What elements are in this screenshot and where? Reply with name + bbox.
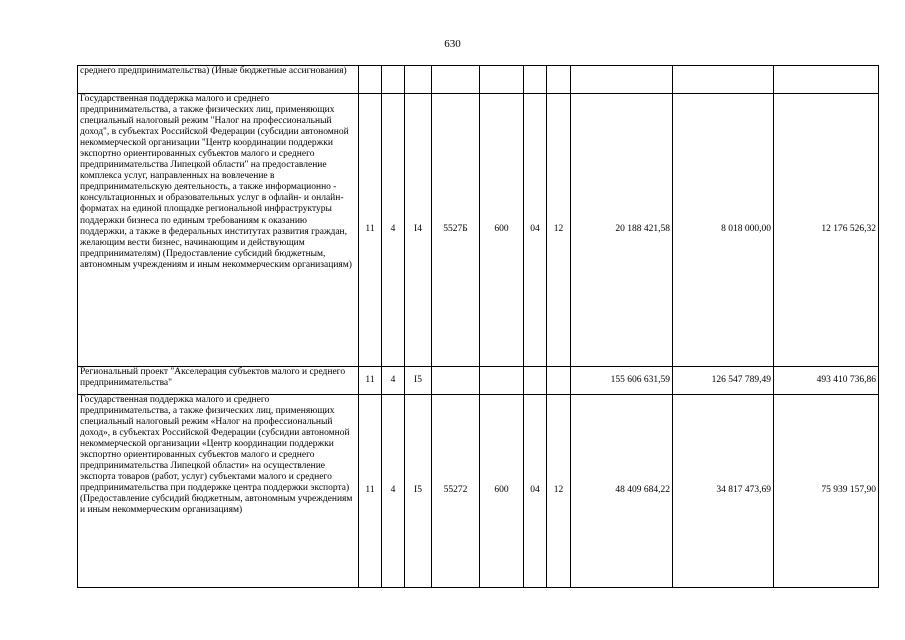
code-cell-4 xyxy=(432,367,480,395)
code-cell-7: 12 xyxy=(547,94,571,367)
table-row xyxy=(78,94,879,367)
code-cell-5 xyxy=(480,367,524,395)
code-cell-4: 55272 xyxy=(432,395,480,588)
amount-cell-2: 8 018 000,00 xyxy=(673,94,774,367)
code-cell-7 xyxy=(547,66,571,94)
amount-cell-1: 48 409 684,22 xyxy=(571,395,673,588)
code-cell-5: 600 xyxy=(480,94,524,367)
code-cell-5: 600 xyxy=(480,395,524,588)
amount-cell-2: 34 817 473,69 xyxy=(673,395,774,588)
code-cell-6: 04 xyxy=(524,395,547,588)
amount-cell-3: 75 939 157,90 xyxy=(774,395,879,588)
code-cell-6 xyxy=(524,66,547,94)
amount-cell-1: 20 188 421,58 xyxy=(571,94,673,367)
code-cell-3: I4 xyxy=(405,94,432,367)
code-cell-7 xyxy=(547,367,571,395)
code-cell-5 xyxy=(480,66,524,94)
code-cell-4 xyxy=(432,66,480,94)
row-description: Государственная поддержка малого и среднего предпринимательства, а также физических лиц, применяющих специальный налоговый режим «Налог на профессиональный доход», в субъектах Российской Федерации (субсидии автономной некоммерческой организации «Центр координации поддержки экспортно ориентированных субъектов малого и среднего предпринимательства Липецкой области» на осуществление экспорта товаров (работ, услуг) субъектами малого и среднего предпринимательства при поддержке центра поддержки экспорта) (Предоставление субсидий бюджетным, автономным учреждениям и иным некоммерческим организациям) xyxy=(78,395,359,588)
code-cell-7: 12 xyxy=(547,395,571,588)
code-cell-6 xyxy=(524,367,547,395)
code-cell-3: I5 xyxy=(405,395,432,588)
code-cell-1: 11 xyxy=(359,367,382,395)
amount-cell-1 xyxy=(571,66,673,94)
code-cell-2: 4 xyxy=(382,367,405,395)
code-cell-1 xyxy=(359,66,382,94)
code-cell-2: 4 xyxy=(382,395,405,588)
code-cell-1: 11 xyxy=(359,395,382,588)
code-cell-3 xyxy=(405,66,432,94)
table-row xyxy=(78,395,879,588)
amount-cell-3 xyxy=(774,66,879,94)
code-cell-2: 4 xyxy=(382,94,405,367)
amount-cell-2 xyxy=(673,66,774,94)
budget-table xyxy=(77,65,879,588)
code-cell-4: 5527Б xyxy=(432,94,480,367)
table-row xyxy=(78,367,879,395)
amount-cell-3: 493 410 736,86 xyxy=(774,367,879,395)
row-description: среднего предпринимательства) (Иные бюджетные ассигнования) xyxy=(78,66,359,94)
code-cell-3: I5 xyxy=(405,367,432,395)
row-description: Государственная поддержка малого и среднего предпринимательства, а также физических лиц, применяющих специальный налоговый режим "Налог на профессиональный доход", в субъектах Российской Федерации (субсидии автономной некоммерческой организации "Центр координации поддержки экспортно ориентированных субъектов малого и среднего предпринимательства Липецкой области" на предоставление комплекса услуг, направленных на вовлечение в предпринимательскую деятельность, а также информационно - консультационных и образовательных услуг в офлайн- и онлайн-форматах на единой площадке региональной инфраструктуры поддержки бизнеса по единым требованиям к оказанию поддержки, а также в федеральных институтах развития граждан, желающим вести бизнес, начинающим и действующим предпринимателям) (Предоставление субсидий бюджетным, автономным учреждениям и иным некоммерческим организациям) xyxy=(78,94,359,367)
row-description: Региональный проект "Акселерация субъектов малого и среднего предпринимательства" xyxy=(78,367,359,395)
amount-cell-1: 155 606 631,59 xyxy=(571,367,673,395)
code-cell-6: 04 xyxy=(524,94,547,367)
table-row xyxy=(78,66,879,94)
code-cell-2 xyxy=(382,66,405,94)
page-number: 630 xyxy=(444,38,461,50)
code-cell-1: 11 xyxy=(359,94,382,367)
amount-cell-2: 126 547 789,49 xyxy=(673,367,774,395)
amount-cell-3: 12 176 526,32 xyxy=(774,94,879,367)
